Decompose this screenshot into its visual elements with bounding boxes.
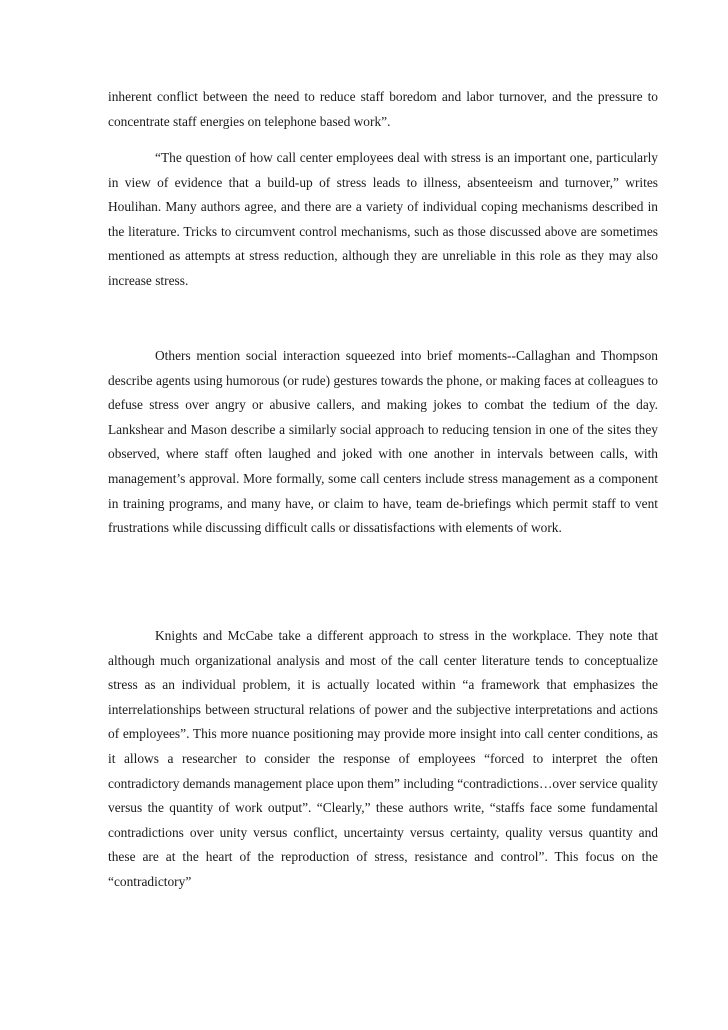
text-block-knights-mccabe [108,624,658,895]
text-block-continuation [108,85,658,134]
text-block-social-interaction [108,344,658,541]
paragraph-knights-mccabe: Knights and McCabe take a different approach to stress in the workplace. They note that although much organizational analysis and most of the call center literature tends to conceptualize stress as an individual problem, it is actually located within “a framework that emphasizes the interrelationships between structural relations of power and the subjective interpretations and actions of employees”. This more nuance positioning may provide more insight into call center conditions, as it allows a researcher to consider the response of employees “forced to interpret the often contradictory demands management place upon them” including “contradictions…over service quality versus the quantity of work output”. “Clearly,” these authors write, “staffs face some fundamental contradictions over unity versus conflict, uncertainty versus certainty, quality versus quantity and these are at the heart of the reproduction of stress, resistance and control”. This focus on the “contradictory” [108,628,658,889]
paragraph-houlihan: “The question of how call center employees deal with stress is an important one, particularly in view of evidence that a build-up of stress leads to illness, absenteeism and turnover,” writes Houlihan. Many authors agree, and there are a variety of individual coping mechanisms described in the literature. Tricks to circumvent control mechanisms, such as those discussed above are sometimes mentioned as attempts at stress reduction, although they are unreliable in this role as they may also increase stress. [108,150,658,288]
paragraph-continuation: inherent conflict between the need to reduce staff boredom and labor turnover, and the pressure to concentrate staff energies on telephone based work”. [108,89,658,129]
paragraph-social-interaction: Others mention social interaction squeezed into brief moments--Callaghan and Thompson describe agents using humorous (or rude) gestures towards the phone, or making faces at colleagues to defuse stress over angry or abusive callers, and making jokes to combat the tedium of the day. Lankshear and Mason describe a similarly social approach to reducing tension in one of the sites they observed, where staff often laughed and joked with one another in intervals between calls, with management’s approval. More formally, some call centers include stress management as a component in training programs, and many have, or claim to have, team de-briefings which permit staff to vent frustrations while discussing difficult calls or dissatisfactions with elements of work. [108,348,658,536]
text-block-houlihan [108,146,658,294]
